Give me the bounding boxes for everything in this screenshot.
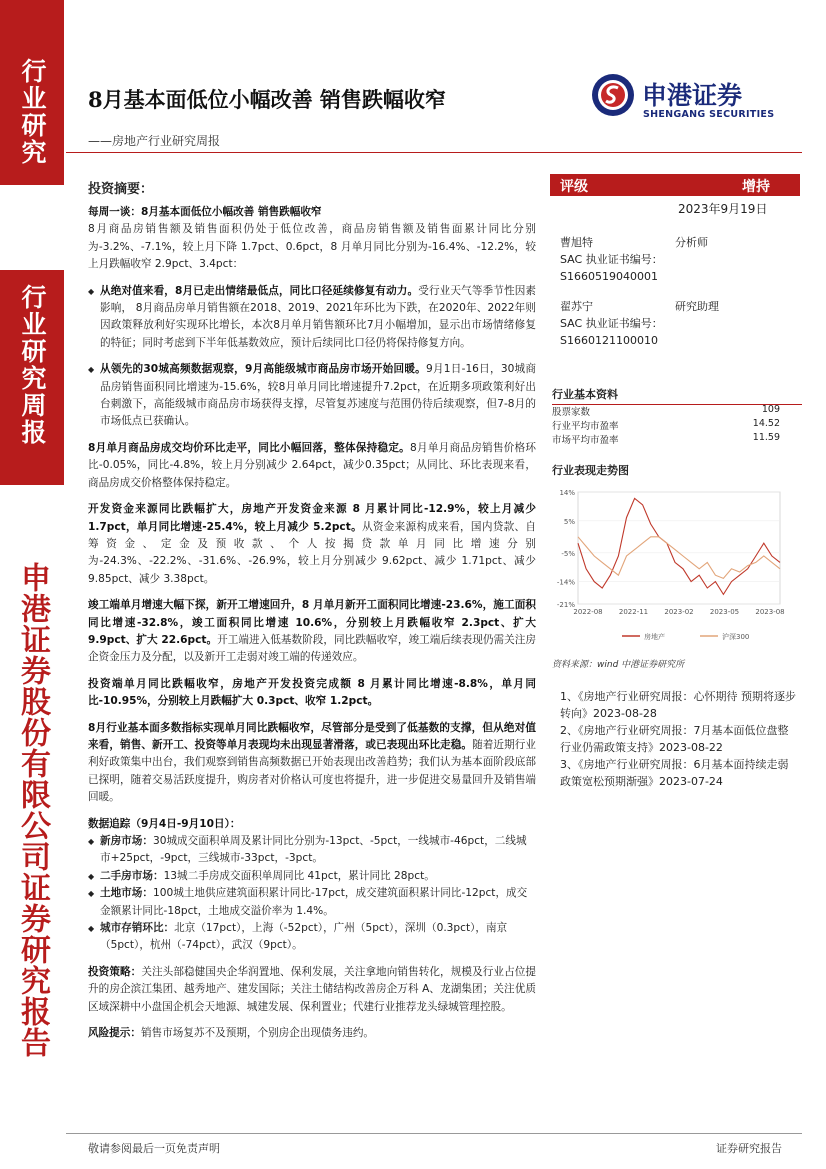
related-report-item[interactable]: 3、《房地产行业研究周报：6月基本面持续走弱 政策宽松预期渐强》2023-07-24 [560,758,789,788]
rating-label: 评级 [560,179,588,195]
y-tick-label: -21% [556,601,575,609]
analyst-name: 曹旭特 [560,236,593,249]
x-tick-label: 2022-08 [573,608,603,616]
risk-paragraph [88,1025,536,1042]
absolute-value-text: 受行业天气等季节性因素影响， 8月商品房单月销售额在2018、2019、2021年环比为下跌，在2020年、2022年则因政策释放利好实现环比增长，本次8月单月销售额环比7月小幅增加，显示出市场情绪修复的特征；同时考虑到下半年低基数效应，预计后续同比口径仍将保持修复方向。 [100,284,536,349]
series-line-1 [578,498,780,594]
y-tick-label: 5% [563,517,575,526]
industry-performance-chart [552,480,802,660]
rating-value: 增持 [742,179,770,195]
report-title: 8月基本面低位小幅改善 销售跌幅收窄 [88,87,446,112]
risk-text: 销售市场复苏不及预期，个别房企出现债务违约。 [140,1027,375,1040]
industry-row-label: 市场平均市盈率 [552,435,619,446]
industry-row-label: 行业平均市盈率 [552,421,619,432]
analyst-cert-label: SAC 执业证书编号： [560,253,663,266]
analyst-cert: S1660519040001 [560,270,658,283]
land-text: 100城土地供应建筑面积累计同比-17pct，成交建筑面积累计同比-12pct，成交金额累计同比-18pct，土地成交溢价率为 1.4%。 [100,887,528,917]
weekly-talk-text: 8月商品房销售额及销售面积仍处于低位改善，商品房销售额及销售面累计同比分别为-3.2%、-7.1%，较上月下降 1.7pct、0.6pct，8 月单月同比分别为-16.4%、-12.2%，较上月跌幅收窄 2.9pct、3.4pct： [88,223,536,271]
risk-label: 风险提示： [88,1027,141,1040]
legend-label: 房地产 [644,633,665,641]
city-label: 城市存销环比： [100,922,175,935]
weekly-talk-paragraph [88,204,536,274]
x-tick-label: 2023-02 [664,608,694,616]
chart-frame [578,492,780,604]
sidebar-report-type-text: 行业研究周报 [18,284,47,446]
analyst-cert-label: SAC 执业证书编号： [560,317,663,330]
footer-rule [66,1133,802,1134]
industry-row [552,404,780,418]
construction-heading: 竣工端单月增速大幅下探，新开工增速回升，8 月单月新开工面积同比增速-23.6%，施工面积同比增速-32.8%，竣工面积同比增速 10.6%，分别较上月跌幅收窄 2.3pct、扩大 9.9pct、扩大 22.6pct。 [88,599,536,646]
construction-paragraph [88,597,536,667]
chart-title: 行业表现走势图 [552,464,629,477]
report-subtitle: ——房地产行业研究周报 [88,134,221,148]
summary-body [88,204,536,1051]
logo-chinese-name: 申港证券 [642,81,743,110]
analyst-1 [560,234,663,285]
series-line-2 [578,537,780,579]
industry-row-value: 11.59 [752,432,780,443]
strategy-label: 投资策略： [88,965,142,978]
weekly-talk-heading: 每周一谈：8月基本面低位小幅改善 销售跌幅收窄 [88,206,322,218]
footer-disclaimer: 敬请参阅最后一页免责声明 [88,1142,220,1155]
high-frequency-bullet [88,361,536,431]
logo-emblem-icon [590,72,636,118]
footer-label: 证券研究报告 [716,1142,782,1155]
sidebar-category-text: 行业研究 [18,58,47,166]
price-heading: 8月单月商品房成交均价环比走平，同比小幅回落，整体保持稳定。 [88,441,410,454]
funding-paragraph [88,501,536,588]
rating-banner [550,174,800,196]
tracking-second-hand [88,868,536,885]
fundamentals-heading: 8月行业基本面多数指标实现单月同比跌幅收窄，尽管部分是受到了低基数的支撑，但从绝对值来看，销售、新开工、投资等单月表现均未出现显著滑落，或已表现出环比走稳。 [88,721,536,751]
x-tick-label: 2023-05 [709,608,740,616]
fundamentals-text: 随着近期行业利好政策集中出台，我们观察到销售高频数据已开始表现出改善趋势；我们认为基本面阶段底部已探明，随着交易活跃度提升，购房者对价格认可度也将提升，进一步促进交易量回升及销售端回暖。 [88,738,536,804]
tracking-paragraph [88,816,536,833]
y-tick-label: -14% [556,578,575,587]
related-report-item[interactable]: 2、《房地产行业研究周报：7月基本面低位盘整 行业仍需政策支持》2023-08-22 [560,724,789,754]
sidebar-company-text: 申港证券股份有限公司证券研究报告 [15,562,50,1058]
absolute-value-bullet [88,283,536,353]
y-tick-label: 14% [559,489,575,497]
strategy-paragraph [88,964,536,1016]
land-label: 土地市场： [100,887,153,900]
sidebar-block-category [0,0,64,185]
analyst-2-role: 研究助理 [675,300,719,313]
industry-row [552,418,780,432]
sidebar [0,0,64,1169]
company-logo [590,72,790,122]
logo-english-name: SHENGANG SECURITIES [643,109,775,120]
industry-row-label: 股票家数 [552,407,591,418]
related-report-item[interactable]: 1、《房地产行业研究周报：心怀期待 预期将逐步转向》2023-08-28 [560,690,796,720]
summary-heading: 投资摘要： [88,182,154,197]
sidebar-block-report-type [0,270,64,485]
new-home-label: 新房市场： [100,835,153,847]
absolute-value-heading: 从绝对值来看，8月已走出情绪最低点，同比口径延续修复有动力。 [100,284,419,297]
investment-paragraph [88,676,536,711]
chart-source: 资料来源：wind 中港证券研究所 [552,660,685,670]
second-hand-label: 二手房市场： [100,869,164,882]
related-reports [560,688,800,790]
x-tick-label: 2023-08 [755,608,785,616]
industry-row [552,432,780,446]
funding-text: 从资金来源构成来看，国内贷款、自筹资金、定金及预收款、个人按揭贷款单月同比增速分别为-24.3%、-22.2%、-31.6%、-26.9%，较上月分别减少 9.62pct、减少 1.71pct、减少 9.85pct、减少 3.38pct。 [88,520,536,585]
sidebar-block-company [0,510,64,1168]
fundamentals-paragraph [88,720,536,807]
report-date: 2023年9月19日 [678,202,768,216]
analyst-2 [560,298,663,349]
investment-heading: 投资端单月同比跌幅收窄，房地产开发投资完成额 8 月累计同比增速-8.8%，单月同比-10.95%，分别较上月跌幅扩大 0.3pct、收窄 1.2pct。 [88,677,536,708]
new-home-text: 30城成交面积单周及累计同比分别为-13pct、-5pct，一线城市-46pct，二线城市+25pct，-9pct，三线城市-33pct，-3pct。 [100,835,527,865]
second-hand-text: 13城二手房成交面积单周同比 41pct，累计同比 28pct。 [163,869,435,882]
industry-row-value: 109 [761,404,780,415]
strategy-text: 关注头部稳健国央企华润置地、保利发展，关注拿地向销售转化，规模及行业占位提升的房企滨江集团、越秀地产、建发国际；关注土储结构改善房企万科 A、龙湖集团；关注优质区域深耕中小盘国企机会天地源、城建发展、保利置业；代建行业推荐龙头绿城管理控股。 [88,965,536,1013]
price-text: 8月单月商品房销售价格环比-0.05%，同比-4.8%，较上月分别减少 2.64pct，减少0.35pct；从同比、环比表现来看，商品房成交价格整体保持稳定。 [88,441,536,489]
high-frequency-heading: 从领先的30城高频数据观察，9月高能级城市商品房市场开始回暖。 [100,363,426,376]
analyst-1-role: 分析师 [675,236,708,249]
tracking-heading: 数据追踪（9月4日-9月10日）： [88,817,241,830]
header-rule [66,152,802,153]
legend-label: 沪深300 [722,633,750,641]
tracking-land [88,885,536,920]
analyst-name: 翟苏宁 [560,300,593,313]
x-tick-label: 2022-11 [618,608,649,616]
industry-row-value: 14.52 [752,418,780,429]
analyst-cert: S1660121100010 [560,334,658,347]
price-paragraph [88,440,536,492]
construction-text: 开工端进入低基数阶段，同比跌幅收窄，竣工端后续表现仍需关注房企资金压力及分配，以及新开工走弱对竣工端的传递效应。 [88,633,536,664]
tracking-city [88,920,536,955]
tracking-new-home [88,833,536,868]
funding-heading: 开发资金来源同比跌幅扩大，房地产开发资金来源 8 月累计同比-12.9%，较上月减少 1.7pct，单月同比增速-25.4%，较上月减少 5.2pct。 [88,503,536,533]
high-frequency-text: 9月1日-16日，30城商品房销售面积同比增速为-15.6%，较8月单月同比增速提升7.2pct，在近期多项政策利好出台刺激下，高能级城市商品房市场获得支撑，尽管复苏速度与范围仍待后续观察，但7-8月的市场低点已获确认。 [100,363,536,428]
city-text: 北京（17pct），上海（-52pct），广州（5pct），深圳（0.3pct），南京（5pct），杭州（-74pct），武汉（9pct）。 [100,922,508,952]
industry-info-heading: 行业基本资料 [552,386,802,405]
y-tick-label: -5% [561,549,575,558]
